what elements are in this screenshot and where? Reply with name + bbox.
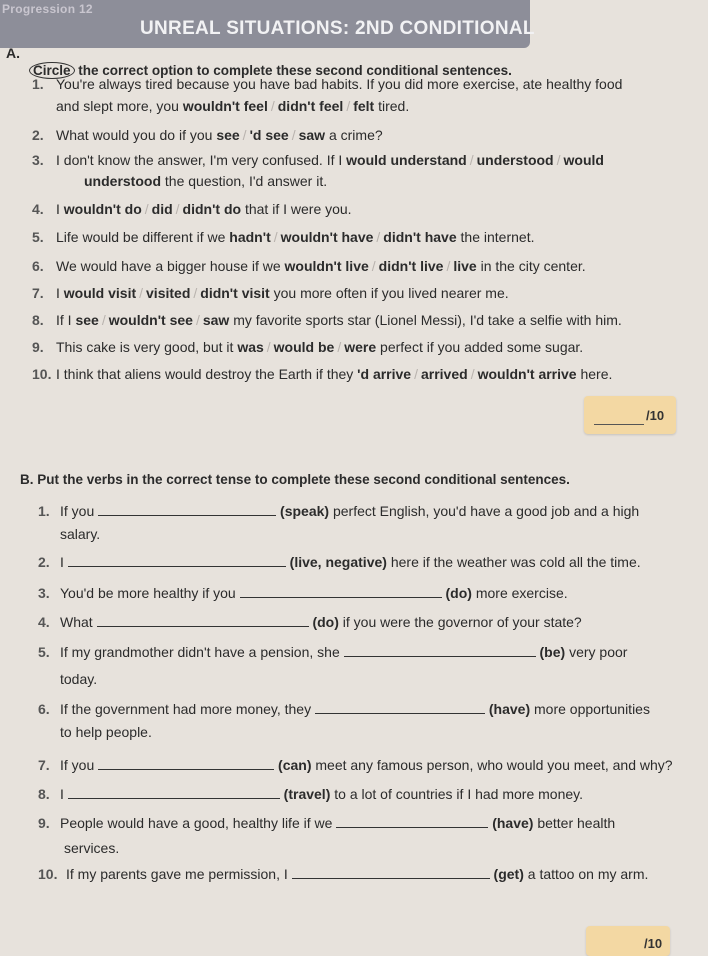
a9-text-a: This cake is very good, but it bbox=[56, 339, 234, 355]
a10-text-b: here. bbox=[580, 366, 613, 382]
a5-text-a: Life would be different if we bbox=[56, 229, 226, 245]
a2-line: What would you do if you see / 'd see / saw a crime? bbox=[56, 127, 383, 143]
b8-number: 8. bbox=[38, 786, 50, 802]
section-b-score: /10 bbox=[644, 936, 663, 951]
a5-option-1[interactable]: hadn't bbox=[229, 229, 271, 245]
a1-option-1[interactable]: wouldn't feel bbox=[182, 98, 268, 114]
section-a-instruction-text: the correct option to complete these second conditional sentences. bbox=[78, 63, 512, 78]
a4-number: 4. bbox=[32, 201, 44, 217]
a1-text-a: and slept more, you bbox=[56, 98, 179, 114]
b4-answer-blank[interactable] bbox=[97, 614, 309, 627]
b4-verb: (do) bbox=[312, 614, 339, 630]
b2-text-b: here if the weather was cold all the time. bbox=[390, 554, 641, 570]
a2-number: 2. bbox=[32, 127, 44, 143]
a2-text-a: What would you do if you bbox=[56, 127, 213, 143]
a8-line: If I see / wouldn't see / saw my favorite sports star (Lionel Messi), I'd take a selfie with him. bbox=[56, 312, 622, 328]
a10-line: I think that aliens would destroy the Earth if they 'd arrive / arrived / wouldn't arrive here. bbox=[56, 366, 613, 382]
a8-option-1[interactable]: see bbox=[75, 312, 99, 328]
b1-text-b: perfect English, you'd have a good job and a high bbox=[332, 503, 640, 519]
a7-option-1[interactable]: would visit bbox=[63, 285, 137, 301]
a1-text-b: tired. bbox=[378, 98, 410, 114]
header-bar bbox=[0, 0, 535, 48]
a3-number: 3. bbox=[32, 152, 44, 168]
b6-number: 6. bbox=[38, 701, 50, 717]
a1-line2: and slept more, you wouldn't feel / didn't feel / felt tired. bbox=[56, 98, 410, 114]
a1-number: 1. bbox=[32, 76, 44, 92]
b4-line bbox=[60, 614, 582, 630]
b8-text-a: I bbox=[60, 786, 64, 802]
a10-text-a: I think that aliens would destroy the Earth if they bbox=[56, 366, 354, 382]
b5-text-a: If my grandmother didn't have a pension, she bbox=[60, 644, 340, 660]
b5-line1 bbox=[60, 644, 627, 660]
b7-line bbox=[60, 757, 673, 773]
a9-option-2[interactable]: would be bbox=[273, 339, 335, 355]
a9-option-3[interactable]: were bbox=[344, 339, 377, 355]
b9-text-b: better health bbox=[537, 815, 616, 831]
section-a-score: /10 bbox=[646, 408, 665, 423]
b10-line bbox=[66, 866, 648, 882]
b8-text-b: to a lot of countries if I had more money. bbox=[334, 786, 584, 802]
a10-option-2[interactable]: arrived bbox=[420, 366, 468, 382]
b8-line bbox=[60, 786, 583, 802]
a4-line: I wouldn't do / did / didn't do that if I were you. bbox=[56, 201, 352, 217]
a5-line: Life would be different if we hadn't / wouldn't have / didn't have the internet. bbox=[56, 229, 535, 245]
b1-verb: (speak) bbox=[280, 503, 330, 519]
a6-option-3[interactable]: live bbox=[453, 258, 477, 274]
b6-text-a: If the government had more money, they bbox=[60, 701, 312, 717]
b7-text-b: meet any famous person, who would you meet, and why? bbox=[315, 757, 673, 773]
a4-text-a: I bbox=[56, 201, 60, 217]
a6-text-b: in the city center. bbox=[480, 258, 586, 274]
b8-answer-blank[interactable] bbox=[68, 786, 280, 799]
b3-text-a: You'd be more healthy if you bbox=[60, 585, 236, 601]
a6-number: 6. bbox=[32, 258, 44, 274]
b5-line2: today. bbox=[60, 671, 98, 687]
a3-text-b: the question, I'd answer it. bbox=[164, 173, 328, 189]
b3-number: 3. bbox=[38, 585, 50, 601]
section-a-score-box bbox=[584, 396, 676, 434]
a7-text-b: you more often if you lived nearer me. bbox=[273, 285, 509, 301]
a8-option-3[interactable]: saw bbox=[202, 312, 230, 328]
a7-option-3[interactable]: didn't visit bbox=[200, 285, 270, 301]
b10-text-a: If my parents gave me permission, I bbox=[66, 866, 288, 882]
a5-option-2[interactable]: wouldn't have bbox=[280, 229, 374, 245]
b3-line bbox=[60, 585, 568, 601]
b9-number: 9. bbox=[38, 815, 50, 831]
a1-option-2[interactable]: didn't feel bbox=[277, 98, 344, 114]
a7-text-a: I bbox=[56, 285, 60, 301]
b8-verb: (travel) bbox=[283, 786, 331, 802]
b3-text-b: more exercise. bbox=[475, 585, 568, 601]
b7-number: 7. bbox=[38, 757, 50, 773]
b10-answer-blank[interactable] bbox=[292, 866, 490, 879]
a2-text-b: a crime? bbox=[328, 127, 383, 143]
b1-number: 1. bbox=[38, 503, 50, 519]
section-b-score-box bbox=[586, 926, 670, 956]
b4-number: 4. bbox=[38, 614, 50, 630]
a9-text-b: perfect if you added some sugar. bbox=[380, 339, 584, 355]
b1-line1 bbox=[60, 503, 639, 519]
b5-text-b: very poor bbox=[569, 644, 628, 660]
section-b-instruction bbox=[20, 472, 570, 487]
a6-text-a: We would have a bigger house if we bbox=[56, 258, 281, 274]
a5-number: 5. bbox=[32, 229, 44, 245]
a6-line: We would have a bigger house if we wouldn't live / didn't live / live in the city center. bbox=[56, 258, 586, 274]
b10-number: 10. bbox=[38, 866, 58, 882]
a7-line: I would visit / visited / didn't visit you more often if you lived nearer me. bbox=[56, 285, 509, 301]
a1-line1: You're always tired because you have bad habits. If you did more exercise, ate healthy food bbox=[56, 76, 623, 92]
b5-answer-blank[interactable] bbox=[344, 644, 536, 657]
a9-line: This cake is very good, but it was / would be / were perfect if you added some sugar. bbox=[56, 339, 584, 355]
a3-option-3[interactable]: would bbox=[563, 152, 604, 168]
a10-option-3[interactable]: wouldn't arrive bbox=[477, 366, 577, 382]
section-a-letter: A. bbox=[6, 45, 20, 61]
b7-text-a: If you bbox=[60, 757, 95, 773]
b7-verb: (can) bbox=[278, 757, 312, 773]
b1-answer-blank[interactable] bbox=[98, 503, 276, 516]
a4-text-b: that if I were you. bbox=[244, 201, 352, 217]
b6-line2: to help people. bbox=[60, 724, 152, 740]
circled-word: Circle bbox=[29, 62, 75, 79]
b10-verb: (get) bbox=[493, 866, 524, 882]
b2-line bbox=[60, 554, 641, 570]
a1-option-3[interactable]: felt bbox=[353, 98, 375, 114]
a4-option-3[interactable]: didn't do bbox=[182, 201, 242, 217]
b2-answer-blank[interactable] bbox=[68, 554, 286, 567]
b9-line1 bbox=[60, 815, 615, 831]
b2-number: 2. bbox=[38, 554, 50, 570]
b4-text-b: if you were the governor of your state? bbox=[342, 614, 582, 630]
b1-line2: salary. bbox=[60, 526, 101, 542]
b2-text-a: I bbox=[60, 554, 64, 570]
a2-option-1[interactable]: see bbox=[216, 127, 240, 143]
b4-text-a: What bbox=[60, 614, 93, 630]
a8-text-b: my favorite sports star (Lionel Messi), I'd take a selfie with him. bbox=[233, 312, 622, 328]
b6-verb: (have) bbox=[488, 701, 531, 717]
b1-text-a: If you bbox=[60, 503, 95, 519]
a2-option-3[interactable]: saw bbox=[298, 127, 326, 143]
a3-line2 bbox=[84, 173, 327, 189]
b9-answer-blank[interactable] bbox=[336, 815, 488, 828]
b6-answer-blank[interactable] bbox=[315, 701, 485, 714]
a3-line1: I don't know the answer, I'm very confused. If I would understand / understood / would bbox=[56, 152, 604, 168]
b10-text-b: a tattoo on my arm. bbox=[527, 866, 649, 882]
a4-option-2[interactable]: did bbox=[151, 201, 173, 217]
a9-option-1[interactable]: was bbox=[237, 339, 264, 355]
b5-verb: (be) bbox=[539, 644, 566, 660]
a7-option-2[interactable]: visited bbox=[146, 285, 191, 301]
a5-text-b: the internet. bbox=[460, 229, 535, 245]
section-b-letter: B. bbox=[20, 472, 34, 487]
b7-answer-blank[interactable] bbox=[98, 757, 274, 770]
a3-option-1[interactable]: would understand bbox=[346, 152, 467, 168]
header-prefix: Progression 12 bbox=[2, 2, 93, 16]
page-title: UNREAL SITUATIONS: 2ND CONDITIONAL bbox=[140, 18, 535, 39]
a8-number: 8. bbox=[32, 312, 44, 328]
b2-verb: (live, negative) bbox=[289, 554, 387, 570]
a8-text-a: If I bbox=[56, 312, 72, 328]
a10-number: 10. bbox=[32, 366, 52, 382]
b6-text-b: more opportunities bbox=[534, 701, 650, 717]
a10-option-1[interactable]: 'd arrive bbox=[357, 366, 412, 382]
a7-number: 7. bbox=[32, 285, 44, 301]
b5-number: 5. bbox=[38, 644, 50, 660]
a8-option-2[interactable]: wouldn't see bbox=[108, 312, 193, 328]
a3-option-3-cont[interactable]: understood bbox=[84, 173, 161, 189]
a2-option-2[interactable]: 'd see bbox=[249, 127, 289, 143]
b9-line2: services. bbox=[64, 840, 120, 856]
b9-text-a: People would have a good, healthy life if we bbox=[60, 815, 333, 831]
section-a-score-blank[interactable] bbox=[594, 424, 644, 425]
b3-answer-blank[interactable] bbox=[240, 585, 442, 598]
section-b-instruction-text: Put the verbs in the correct tense to complete these second conditional sentences. bbox=[37, 472, 570, 487]
a6-option-2[interactable]: didn't live bbox=[378, 258, 444, 274]
a4-option-1[interactable]: wouldn't do bbox=[63, 201, 142, 217]
a3-text-a: I don't know the answer, I'm very confused. If I bbox=[56, 152, 343, 168]
a6-option-1[interactable]: wouldn't live bbox=[284, 258, 369, 274]
b3-verb: (do) bbox=[445, 585, 472, 601]
a5-option-3[interactable]: didn't have bbox=[383, 229, 457, 245]
b9-verb: (have) bbox=[492, 815, 534, 831]
a3-option-2[interactable]: understood bbox=[476, 152, 554, 168]
b6-line1 bbox=[60, 701, 650, 717]
a9-number: 9. bbox=[32, 339, 44, 355]
